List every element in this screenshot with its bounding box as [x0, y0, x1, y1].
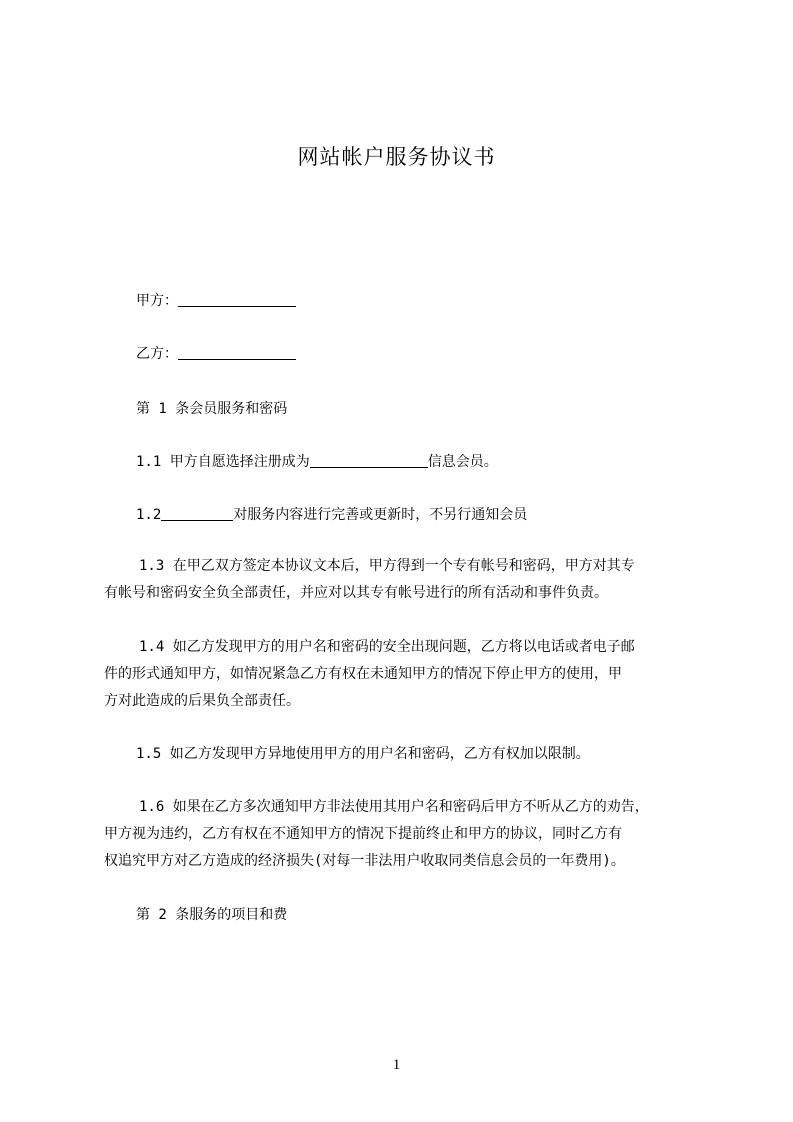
party-a-line — [136, 292, 296, 310]
clause-1-2 — [136, 506, 527, 524]
clause-1-1-text-before: 1.1 甲方自愿选择注册成为 — [136, 454, 310, 470]
clause-1-1-text-after: 信息会员。 — [427, 454, 498, 470]
clause-1-4-line-3: 方对此造成的后果负全部责任。 — [104, 693, 300, 709]
party-b-line — [136, 345, 296, 363]
clause-1-5: 1.5 如乙方发现甲方异地使用甲方的用户名和密码，乙方有权加以限制。 — [136, 746, 590, 762]
section-1-heading: 第 1 条会员服务和密码 — [136, 401, 288, 417]
party-b-blank — [178, 345, 296, 360]
clause-1-4-line-2: 件的形式通知甲方，如情况紧急乙方有权在未通知甲方的情况下停止甲方的使用，甲 — [104, 666, 622, 682]
clause-1-2-text-after: 对服务内容进行完善或更新时，不另行通知会员 — [233, 507, 528, 523]
party-a-label: 甲方： — [136, 293, 178, 309]
clause-1-4-line-1: 1.4 如乙方发现甲方的用户名和密码的安全出现问题，乙方将以电话或者电子邮 — [139, 639, 635, 655]
party-b-label: 乙方： — [136, 346, 178, 362]
clause-1-6-line-3: 权追究甲方对乙方造成的经济损失(对每一非法用户收取同类信息会员的一年费用)。 — [104, 853, 625, 869]
clause-1-2-blank — [161, 506, 233, 521]
clause-1-1-blank — [310, 453, 428, 468]
clause-1-2-text-before: 1.2 — [136, 507, 162, 523]
clause-1-4 — [104, 634, 704, 715]
clause-1-3 — [104, 553, 704, 607]
page-number: 1 — [392, 1057, 401, 1073]
clause-1-1 — [136, 453, 498, 471]
clause-1-3-line-2: 有帐号和密码安全负全部责任，并应对以其专有帐号进行的所有活动和事件负责。 — [104, 585, 608, 601]
clause-1-6-line-2: 甲方视为违约，乙方有权在不通知甲方的情况下提前终止和甲方的协议，同时乙方有 — [104, 826, 622, 842]
section-2-heading: 第 2 条服务的项目和费 — [136, 907, 288, 923]
clause-1-6 — [104, 794, 704, 875]
party-a-blank — [178, 292, 296, 307]
clause-1-3-line-1: 1.3 在甲乙双方签定本协议文本后，甲方得到一个专有帐号和密码，甲方对其专 — [139, 558, 635, 574]
clause-1-6-line-1: 1.6 如果在乙方多次通知甲方非法使用其用户名和密码后甲方不听从乙方的劝告， — [139, 799, 649, 815]
document-title: 网站帐户服务协议书 — [297, 145, 496, 169]
